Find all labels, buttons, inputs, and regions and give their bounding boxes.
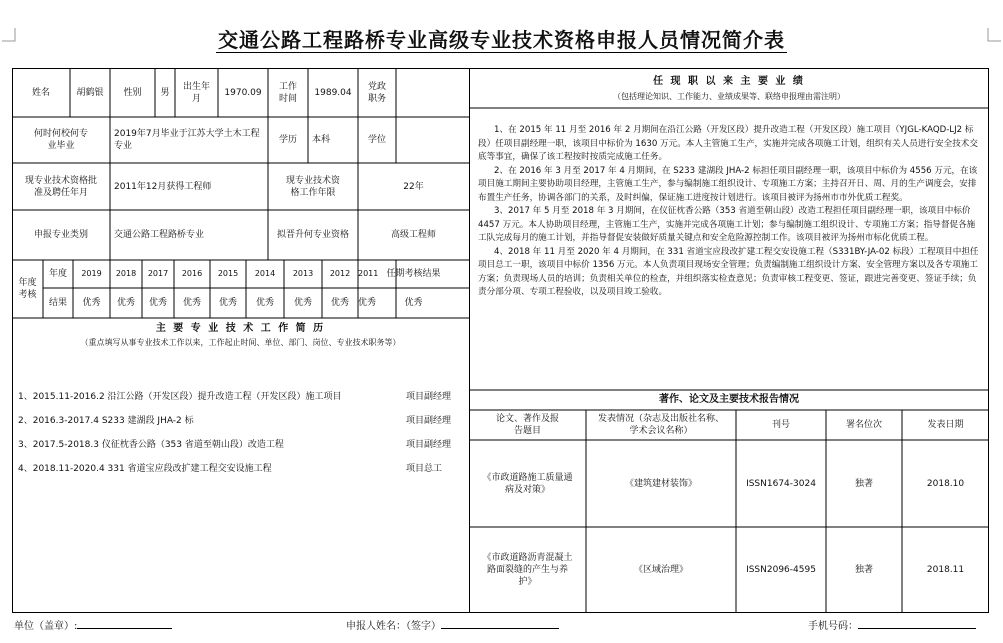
work-history-note: （重点填写从事专业技术工作以来，工作起止时间、单位、部门、岗位、专业技术职务等） <box>80 338 401 347</box>
work-time-value: 1989.04 <box>314 87 352 98</box>
name-label: 姓名 <box>31 87 50 98</box>
assessment-result: 优秀 <box>182 298 201 308</box>
gender-value: 男 <box>160 87 170 98</box>
paper-journal: 《区域治理》 <box>633 565 688 575</box>
achievements-note: （包括理论知识、工作能力、业绩成果等、联络申报理由需注明） <box>613 92 845 101</box>
assessment-result: 优秀 <box>116 298 135 308</box>
assessment-year: 2013 <box>292 269 314 278</box>
paper-date: 2018.10 <box>926 478 965 489</box>
achievements-body <box>478 124 981 388</box>
work-history-item: 1、2015.11-2016.2 沿江公路（开发区段）提升改造工程（开发区段）施工项目 <box>18 392 342 402</box>
assessment-year: 2012 <box>329 269 351 278</box>
assessment-year: 2019 <box>81 269 102 278</box>
assessment-year: 2015 <box>217 269 239 278</box>
footer-signer-label: 申报人姓名：（签字） <box>346 621 441 632</box>
papers-header-rank: 署名位次 <box>845 420 882 430</box>
achievement-paragraph: 1、在 2015 年 11 月至 2016 年 2 月期间在沿江公路（开发区段）提升改造工程（开发区段）施工项目（YJGL-KAQD-LJ2 标段）任项目副经理一职，该项目中标价为 1630 万元。本人主管施工生产，实施并完成各项施工计划，组织有关人员进行安全技术交底等事宜，确保了该工程按时按质完成施工任务。 <box>478 125 978 162</box>
papers-header-date: 发表日期 <box>927 420 964 430</box>
paper-title: 《市政道路沥青混凝土路面裂缝的产生与养护》 <box>482 553 573 587</box>
work-time-label: 工作时间 <box>278 81 297 104</box>
footer-phone <box>808 617 976 632</box>
papers-header-title: 论文、著作及报告题目 <box>495 414 559 436</box>
assessment-result: 优秀 <box>358 298 377 308</box>
achievement-paragraph: 2、在 2016 年 3 月至 2017 年 4 月期间，在 S233 建湖段 JHA-2 标担任项目副经理一职，该项目中标价为 4556 万元，在该项目施工期间主要协助项目经理，主管施工生产，参与编制施工组织设计、专项施工方案；主持召开日、周、月的生产调度会，安排布置生产任务，协调各部门的关系，及时纠偏，保证施工进度按计划进行。该项目被评为扬州市市外优质工程奖。 <box>478 165 978 203</box>
assessment-year: 2014 <box>254 269 276 278</box>
assessment-year: 2011 <box>358 269 379 278</box>
achievement-paragraph: 4、2018 年 11 月至 2020 年 4 月期间，在 331 省道宝应段改扩建工程交安设施工程（S331BY-JA-02 标段）工程项目中担任项目总工一职，该项目中标价 1356 万元。本人负责项目现场安全管理；负责编制施工组织设计方案、安全管理方案以及各专项施工方案；负责现场人员的培训；负责相关单位的检查，并组织落实检查意见；负责审核工程变更、签证，跟进完善变更、签证手续；负责分部分项、专项工程验收，以及项目竣工验收。 <box>478 246 979 297</box>
signer-signature-line[interactable] <box>441 617 559 629</box>
paper-issn: ISSN1674-3024 <box>746 478 816 489</box>
paper-date: 2018.11 <box>926 565 965 575</box>
name-value: 胡鹤银 <box>76 87 104 98</box>
assessment-result: 优秀 <box>82 298 101 308</box>
achievement-paragraph: 3、2017 年 5 月至 2018 年 3 月期间，在仪征枕香公路（353 省道至朝山段）改造工程担任项目副经理一职，该项目中标价 4457 万元。本人协助项目经理，主管施工生产，实施并完成各项施工计划；参与编制施工组织设计、专项施工方案；指导督促各施工队完成每月的施工计划，并指导督促安装做好质量关键点和安全危险源控制工作。该项目被评为扬州市标化优质工程。 <box>478 206 976 243</box>
work-history-role: 项目副经理 <box>406 416 452 426</box>
assessment-result: 优秀 <box>293 298 312 308</box>
paper-rank: 独著 <box>854 478 873 489</box>
work-history-item: 3、2017.5-2018.3 仪征枕香公路（353 省道至朝山段）改造工程 <box>18 440 284 450</box>
work-history-item: 2、2016.3-2017.4 S233 建湖段 JHA-2 标 <box>18 416 194 426</box>
assessment-result: 优秀 <box>218 298 237 308</box>
current-title-value: 2011年12月获得工程师 <box>114 181 212 192</box>
footer-unit-label: 单位（盖章）: <box>14 621 78 632</box>
current-title-label: 现专业技术资格批准及聘任年月 <box>24 175 97 198</box>
gender-label: 性别 <box>123 87 142 98</box>
current-years-label: 现专业技术资格工作年限 <box>285 175 340 198</box>
work-history-item: 4、2018.11-2020.4 331 省道宝应段改扩建工程交安设施工程 <box>18 464 272 474</box>
footer-unit <box>14 617 172 632</box>
assessment-year: 2017 <box>147 269 169 278</box>
papers-title: 著作、论文及主要技术报告情况 <box>659 394 799 405</box>
paper-journal: 《建筑建材装饰》 <box>624 478 697 489</box>
phone-input-line[interactable] <box>858 617 976 629</box>
assessment-year: 2016 <box>181 269 203 278</box>
assessment-result: 优秀 <box>330 298 349 308</box>
degree-label: 学位 <box>367 135 386 145</box>
apply-qualification-label: 拟晋升何专业资格 <box>276 230 349 240</box>
papers-header-journal: 发表情况（杂志及出版社名称、学术会议名称） <box>598 414 725 436</box>
assessment-label: 年度考核 <box>18 278 37 300</box>
assessment-year: 2018 <box>115 269 137 278</box>
work-history-role: 项目总工 <box>406 464 443 474</box>
work-history-title: 主 要 专 业 技 术 工 作 简 历 <box>155 323 326 334</box>
apply-category-label: 申报专业类别 <box>33 230 88 240</box>
unit-signature-line[interactable] <box>77 617 172 629</box>
paper-title: 《市政道路施工质量通病及对策》 <box>482 472 573 495</box>
apply-qualification-value: 高级工程师 <box>390 230 436 240</box>
birth-label: 出生年月 <box>182 81 210 104</box>
paper-rank: 独著 <box>854 565 873 575</box>
footer-phone-label: 手机号码： <box>808 621 858 632</box>
assessment-result: 优秀 <box>255 298 274 308</box>
education-label: 学历 <box>278 135 297 145</box>
party-post-label: 党政职务 <box>367 81 386 104</box>
work-history-role: 项目副经理 <box>406 392 452 402</box>
footer-signer <box>346 617 559 632</box>
achievements-title: 任 现 职 以 来 主 要 业 绩 <box>653 76 805 87</box>
birth-value: 1970.09 <box>224 87 262 98</box>
current-years-value: 22年 <box>403 181 424 192</box>
term-assessment-label: 任期考核结果 <box>386 269 441 279</box>
papers-header-issn: 刊号 <box>771 420 790 430</box>
school-label: 何时何校何专业毕业 <box>34 129 89 151</box>
result-label: 结果 <box>48 298 67 308</box>
school-value: 2019年7月毕业于江苏大学土木工程专业 <box>114 129 260 151</box>
apply-category-value: 交通公路工程路桥专业 <box>114 230 205 240</box>
work-history-role: 项目副经理 <box>406 440 452 450</box>
page-title: 交通公路工程路桥专业高级专业技术资格申报人员情况简介表 <box>218 28 785 52</box>
assessment-result: 优秀 <box>148 298 167 308</box>
education-value: 本科 <box>312 135 331 145</box>
term-assessment-value: 优秀 <box>404 298 423 308</box>
year-label: 年度 <box>48 269 67 279</box>
paper-issn: ISSN2096-4595 <box>746 565 816 575</box>
